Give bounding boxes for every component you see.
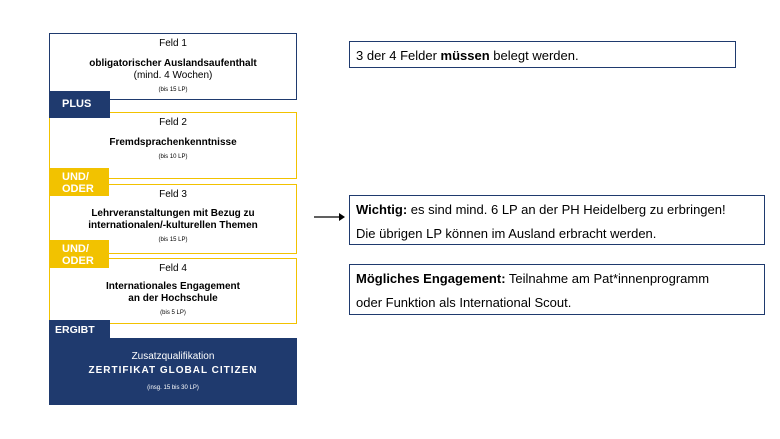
note-engagement: [349, 264, 765, 315]
und-oder-label-2: [49, 240, 109, 268]
note-requirement: [349, 41, 736, 68]
note-2-line-2: Die übrigen LP können im Ausland erbracht werden.: [356, 226, 657, 241]
und-oder-label-1: [49, 168, 109, 196]
feld-1-line-1: obligatorischer Auslandsaufenthalt: [89, 58, 257, 69]
note-1-bold: müssen: [440, 48, 490, 63]
arrow-right-icon: [314, 211, 346, 223]
feld-3-description: [50, 208, 296, 232]
note-1-text-pre: 3 der 4 Felder: [356, 48, 441, 63]
note-2-bold: Wichtig:: [356, 202, 408, 217]
note-1-text-post: belegt werden.: [489, 48, 579, 63]
feld-2-lp: (bis 10 LP): [158, 154, 188, 160]
feld-2-description: Fremdsprachenkenntnisse: [109, 137, 237, 148]
feld-3-title: Feld 3: [159, 189, 187, 200]
note-important: [349, 195, 765, 245]
feld-4-title: Feld 4: [159, 263, 187, 274]
result-certificate: ZERTIFIKAT GLOBAL CITIZEN: [88, 365, 258, 376]
result-lp: (insg. 15 bis 30 LP): [147, 385, 199, 391]
note-3-line-1-text: Teilnahme am Pat*innenprogramm: [505, 271, 710, 286]
feld-4-line-1: Internationales Engagement: [106, 281, 240, 292]
feld-3-lp: (bis 15 LP): [158, 237, 188, 243]
feld-3-line-2: internationalen/-kulturellen Themen: [88, 220, 258, 231]
feld-1-line-2: (mind. 4 Wochen): [133, 70, 213, 81]
feld-1-lp: (bis 15 LP): [158, 87, 188, 93]
und-oder-2-line-1: UND/: [62, 243, 89, 255]
plus-label: PLUS: [49, 91, 110, 118]
und-oder-2-line-2: ODER: [62, 255, 94, 267]
feld-1-title: Feld 1: [159, 38, 187, 49]
note-2-line-1: [356, 198, 764, 222]
note-3-line-2: oder Funktion als International Scout.: [356, 295, 572, 310]
feld-1-box: [49, 33, 297, 100]
note-3-bold: Mögliches Engagement:: [356, 271, 506, 286]
feld-4-line-2: an der Hochschule: [128, 293, 218, 304]
feld-4-description: [50, 281, 296, 305]
und-oder-1-line-1: UND/: [62, 171, 89, 183]
result-box: [49, 338, 297, 405]
feld-2-title: Feld 2: [159, 117, 187, 128]
und-oder-1-line-2: ODER: [62, 183, 94, 195]
ergibt-label: ERGIBT: [49, 320, 110, 340]
feld-3-line-1: Lehrveranstaltungen mit Bezug zu: [91, 208, 255, 219]
result-title: Zusatzqualifikation: [131, 351, 215, 362]
feld-1-description: [50, 58, 296, 82]
note-3-line-1: [356, 267, 764, 291]
note-2-line-1-text: es sind mind. 6 LP an der PH Heidelberg zu erbringen!: [407, 202, 726, 217]
feld-4-lp: (bis 5 LP): [160, 310, 186, 316]
